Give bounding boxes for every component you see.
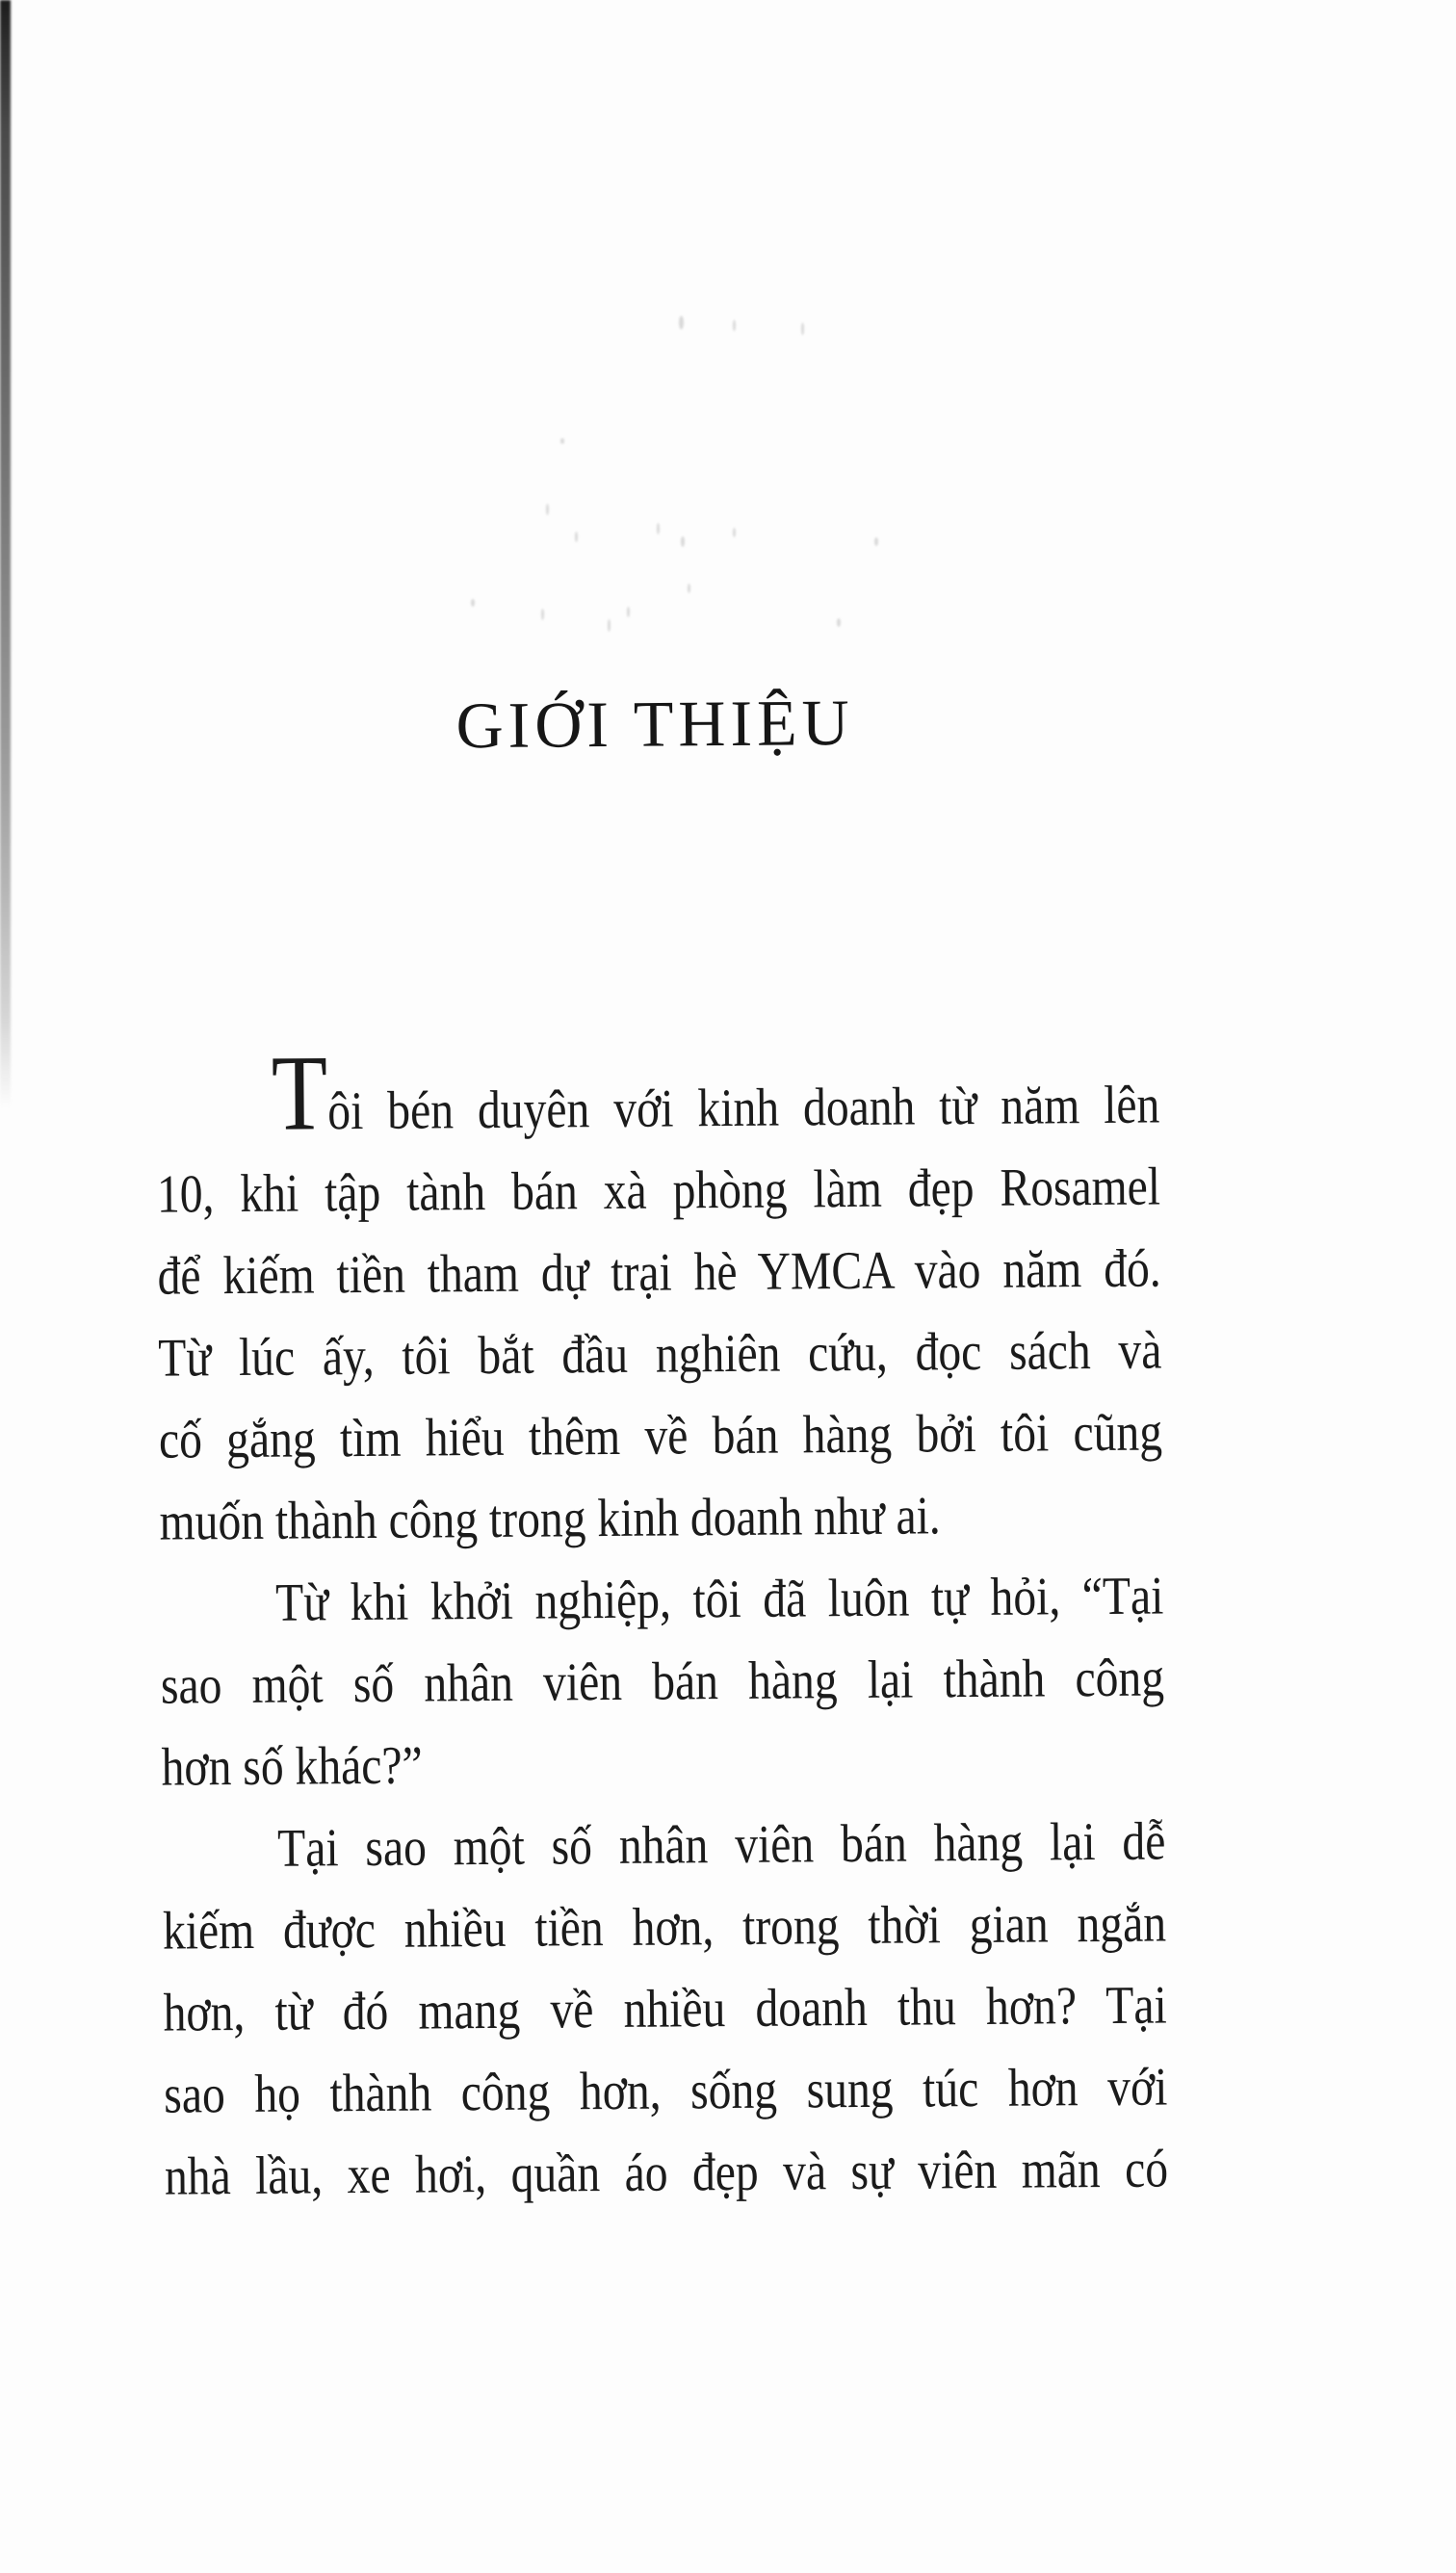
text-line: Tôi bén duyên với kinh doanh từ năm lên bbox=[271, 1033, 1160, 1154]
text-line: Tại sao một số nhân viên bán hàng lại dễ bbox=[276, 1811, 1166, 1879]
text-line: cố gắng tìm hiểu thêm về bán hàng bởi tôi cũng bbox=[158, 1402, 1163, 1470]
text-line: sao họ thành công hơn, sống sung túc hơn với bbox=[164, 2057, 1168, 2125]
drop-cap-letter: T bbox=[271, 1033, 328, 1154]
text-line: để kiếm tiền tham dự trại hè YMCA vào năm đó. bbox=[157, 1238, 1161, 1307]
text-line: nhà lầu, xe hơi, quần áo đẹp và sự viên mãn có bbox=[164, 2139, 1169, 2207]
text-line: muốn thành công trong kinh doanh như ai. bbox=[159, 1486, 941, 1552]
body-text bbox=[156, 1033, 1169, 2219]
text-line: 10, khi tập tành bán xà phòng làm đẹp Rosamel bbox=[156, 1157, 1161, 1225]
text-line: kiếm được nhiều tiền hơn, trong thời gian ngắn bbox=[162, 1893, 1167, 1962]
text-line: Từ khi khởi nghiệp, tôi đã luôn tự hỏi, “Tại bbox=[274, 1566, 1164, 1633]
text-line: Từ lúc ấy, tôi bắt đầu nghiên cứu, đọc sách và bbox=[158, 1320, 1162, 1389]
chapter-title: GIỚI THIỆU bbox=[455, 685, 855, 763]
text-line: hơn số khác?” bbox=[161, 1735, 423, 1798]
text-line: hơn, từ đó mang về nhiều doanh thu hơn? Tại bbox=[163, 1975, 1167, 2043]
text-line: sao một số nhân viên bán hàng lại thành công bbox=[160, 1648, 1165, 1716]
